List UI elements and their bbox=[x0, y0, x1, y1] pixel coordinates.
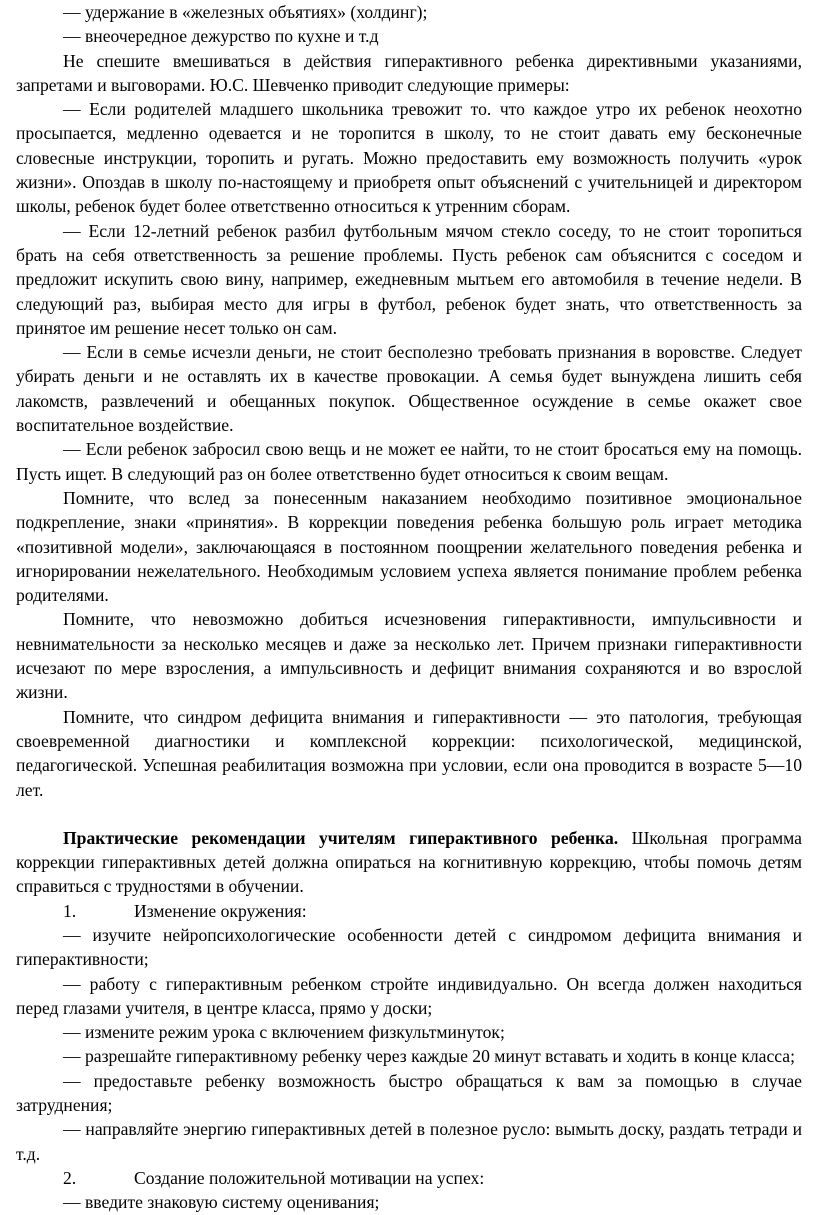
list1-item: — предоставьте ребенку возможность быстро обращаться к вам за помощью в случае затруднения; bbox=[16, 1070, 802, 1116]
example-football: — Если 12-летний ребенок разбил футбольным мячом стекло соседу, то не стоит торопиться брать на себя ответственность за решение проблемы. Пусть ребенок сам объяснится с соседом и предложит искупить свою вину, например, ежедневным мытьем его автомобиля в течение недели. В следующий раз, выбирая место для игры в футбол, ребенок будет знать, что ответственность за принятое им решение несет только он сам. bbox=[16, 220, 802, 338]
example-money: — Если в семье исчезли деньги, не стоит бесполезно требовать признания в воровстве. Следует убирать деньги и не оставлять их в качестве провокации. А семья будет вынуждена лишить себя лакомств, развлечений и обещанных покупок. Общественное осуждение в семье окажет свое воспитательное воздействие. bbox=[16, 342, 802, 436]
example-morning: — Если родителей младшего школьника тревожит то. что каждое утро их ребенок неохотно просыпается, медленно одевается и не торопится в школу, то не стоит давать ему бесконечные словесные инструкции, торопить и ругать. Можно предоставить ему возможность получить «урок жизни». Опоздав в школу по-настоящему и приобретя опыт объяснений с учительницей и директором школы, ребенок будет более ответственно относиться к утренним сборам. bbox=[16, 99, 802, 217]
list1-item: — работу с гиперактивным ребенком стройте индивидуально. Он всегда должен находиться перед глазами учителя, в центре класса, прямо у доски; bbox=[16, 973, 802, 1018]
list1-item: — изучите нейропсихологические особенности детей с синдромом дефицита внимания и гиперактивности; bbox=[16, 924, 802, 970]
list-item-holding: — удержание в «железных объятиях» (холдинг); bbox=[63, 2, 428, 22]
paragraph-reinforcement: Помните, что вслед за понесенным наказанием необходимо позитивное эмоциональное подкрепление, знаки «принятия». В коррекции поведения ребенка большую роль играет методика «позитивной модели», заключающаяся в постоянном поощрении желательного поведения ребенка и игнорировании нежелательного. Необходимым условием успеха является понимание проблем ребенка родителями. bbox=[16, 487, 802, 606]
list1-item: — измените режим урока с включением физкультминуток; bbox=[63, 1022, 505, 1043]
list2-item: — введите знаковую систему оценивания; bbox=[63, 1192, 380, 1213]
list1-item: — направляйте энергию гиперактивных детей в полезное русло: вымыть доску, раздать тетради и т.д. bbox=[16, 1119, 802, 1164]
numbered-item-1 bbox=[16, 899, 802, 923]
item-title: Создание положительной мотивации на успех: bbox=[134, 1167, 485, 1188]
paragraph-duration: Помните, что невозможно добиться исчезновения гиперактивности, импульсивности и невнимательности за несколько месяцев и даже за несколько лет. Причем признаки гиперактивности исчезают по мере взросления, а импульсивность и дефицит внимания сохраняются и во взрослой жизни. bbox=[16, 609, 802, 703]
paragraph-no-directives: Не спешите вмешиваться в действия гиперактивного ребенка директивными указаниями, запретами и выговорами. Ю.С. Шевченко приводит следующие примеры: bbox=[16, 50, 802, 95]
section-heading: Практические рекомендации учителям гиперактивного ребенка. bbox=[63, 827, 619, 848]
item-number: 1. bbox=[63, 900, 77, 921]
paragraph-gap bbox=[16, 802, 802, 826]
item-title: Изменение окружения: bbox=[134, 900, 307, 921]
numbered-item-2 bbox=[16, 1166, 802, 1190]
list1-item: — разрешайте гиперактивному ребенку через каждые 20 минут вставать и ходить в конце класса; bbox=[63, 1046, 795, 1067]
list-item-kitchen-duty: — внеочередное дежурство по кухне и т.д bbox=[63, 26, 379, 47]
section-intro: Школьная программа коррекции гиперактивных детей должна опираться на когнитивную коррекцию, чтобы помочь детям справиться с трудностями в обучении. bbox=[16, 827, 802, 897]
item-number: 2. bbox=[63, 1167, 77, 1188]
paragraph-pathology: Помните, что синдром дефицита внимания и гиперактивности — это патология, требующая своевременной диагностики и комплексной коррекции: психологической, медицинской, педагогической. Успешная реабилитация возможна при условии, если она проводится в возрасте 5—10 лет. bbox=[16, 706, 802, 800]
example-lost-item: — Если ребенок забросил свою вещь и не может ее найти, то не стоит бросаться ему на помощь. Пусть ищет. В следующий раз он более ответственно будет относиться к своим вещам. bbox=[16, 439, 802, 484]
section-teachers bbox=[16, 826, 802, 899]
